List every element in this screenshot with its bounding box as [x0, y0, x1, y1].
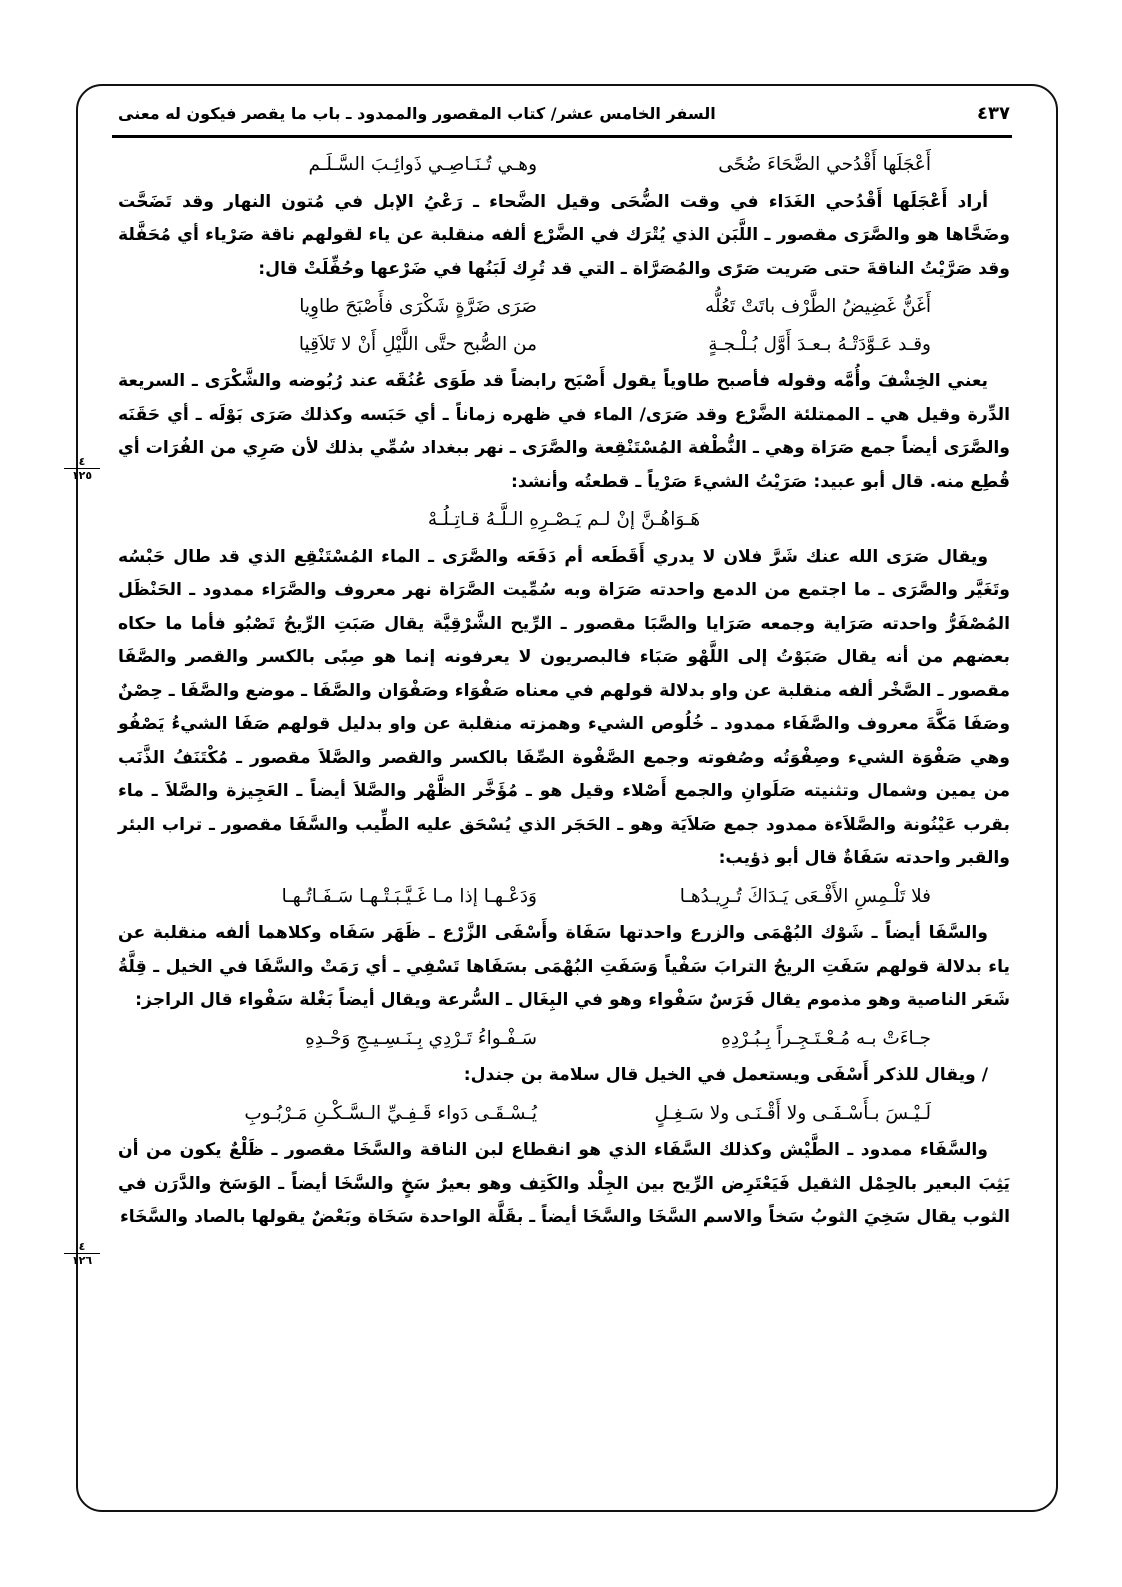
verse-hemistich: فلا تَلْـمِسِ الأَفْـعَى يَـدَاكَ تُـرِيـدُهـا [679, 885, 931, 907]
header-title: السفر الخامس عشر/ كتاب المقصور والممدود ـ باب ما يقصر فيكون له معنى [118, 103, 716, 123]
page-number: ٤٣٧ [977, 102, 1010, 124]
verse-line [118, 1097, 1010, 1131]
folio-numerator: ٤ [64, 1240, 100, 1254]
verse-hemistich: سَـفْـواءُ تَـرْدِي بِـنَـسِـيـجِ وَحْـدِهِ [305, 1027, 537, 1049]
paragraph: أراد أَعْجَلَها أَقْدُحي الغَدَاء في وقت الضُّحَى وقيل الضَّحاء ـ رَعْيُ الإبل في مُتون النهار وقد تَضَحَّت وضَحَّاها هو والصَّرَى مقصور ـ اللَّبَن الذي يُتْرَك في الضَّرْع ألفه منقلبة عن ياء لقولهم ناقة صَرْياء أي مُحَفَّلة وقد صَرَّيْتُ الناقةَ حتى صَريت صَرًى والمُصَرَّاة ـ التي قد تُرِك لَبَنُها في ضَرْعها وحُفِّلَتْ قال: [118, 191, 1010, 279]
header-rule [112, 135, 1012, 138]
paragraph: يعني الخِشْفَ وأُمَّه وقوله فأصبح طاوياً يقول أَصْبَح رابضاً قد طَوَى عُنُقَه عند رُبُوضه والشَّكْرَى ـ السريعة الدِّرة وقيل هي ـ الممتلئة الضَّرْع وقد صَرَى/ الماء في ظهره زماناً ـ أي حَبَسه وكذلك صَرَى بَوْلَه ـ أي حَقَنَه والصَّرَى أيضاً جمع صَرَاة وهي ـ النُّطْفة المُسْتَنْقِعة والصَّرَى ـ نهر ببغداد سُمِّي بذلك لأن صَرِي من الفُرَات أي قُطِع منه. قال أبو عبيد: صَرَيْتُ الشيءَ صَرْياً ـ قطعتُه وأنشد: [118, 371, 1010, 492]
running-header [118, 96, 1010, 130]
verse-hemistich: من الصُّبح حتَّى اللَّيْلِ أَنْ لا تَلاَقِيا [298, 333, 537, 355]
folio-denominator: ١٢٦ [71, 1254, 93, 1267]
folio-numerator: ٤ [64, 455, 100, 469]
paragraph: ويقال صَرَى الله عنك شَرَّ فلان لا يدري أَقَطَعه أم دَفَعَه والصَّرَى ـ الماء المُسْتَنْقِع الذي قد طال حَبْسُه وتَغَيَّر والصَّرَى ـ ما اجتمع من الدمع واحدته صَرَاة وبه سُمِّيت الصَّرَاة نهر معروف والصَّرَاء ممدود ـ الحَنْظَل المُصْفَرُّ واحدته صَرَاية وجمعه صَرَايا والصَّبَا مقصور ـ الرِّيح الشَّرْقِيَّة يقال صَبَتِ الرِّيحُ تَصْبُو فأما ما حكاه بعضهم من أنه يقال صَبَوْتُ إلى اللَّهْو صَبَاء فالبصريون لا يعرفونه إنما هو صِبًى بالكسر والقصر والصَّفَا مقصور ـ الصَّخْر ألفه منقلبة عن واو بدلالة قولهم في معناه صَفْوَاء وصَفْوَان والصَّفَا ـ موضع والصَّفَا ـ حِصْنٌ وصَفَا مَكَّةَ معروف والصَّفَاء ممدود ـ خُلُوص الشيء وهمزته منقلبة عن واو بدليل قولهم صَفَا الشيءُ يَصْفُو وهي صَفْوَة الشيء وصِفْوَتُه وصُفوته وجمع الصَّفْوة الصِّفَا بالكسر والقصر والصَّلاَ مقصور ـ مُكْتَنَفُ الذَّنَب من يمين وشمال وتثنيته صَلَوانِ والجمع أَصْلاء وقيل هو ـ مُؤَخَّر الظَّهْر والصَّلاَ أيضاً ـ العَجِيزة والصَّلاَ ـ ماء بقرب عَيْنُونة والصَّلاَءة ممدود جمع صَلاَيَة وهو ـ الحَجَر الذي يُسْحَق عليه الطِّيب والسَّفَا مقصور ـ تراب البئر والقبر واحدته سَفَاةٌ قال أبو ذؤيب: [118, 546, 1010, 868]
verse-hemistich: وَدَعْـهـا إذا مـا غَـيَّـبَـتْـهـا سَـفَـاتُـهـا [281, 885, 537, 907]
verse-hemistich: صَرَى ضَرَّةٍ شَكْرَى فأَصْبَحَ طاوِيا [299, 296, 537, 317]
verse-hemistich: وقـد عَـوَّدَتْـهُ بـعـدَ أَوَّل بُـلْـجـةٍ [708, 333, 931, 355]
page-body [118, 144, 1010, 1501]
verse-line [118, 148, 1010, 182]
verse-line [118, 1022, 1010, 1056]
paragraph: والسَّفَا أيضاً ـ شَوْك البُهْمَى والزرع واحدتها سَفَاة وأَسْفَى الزَّرْع ـ ظَهَر سَفَاه وكلاهما ألفه منقلبة عن ياء بدلالة قولهم سَفَتِ الريحُ الترابَ سَفْياً وَسَفَتِ البُهْمَى بسَفَاها تَسْفِي ـ أي رَمَتْ والسَّفَا في الخيل ـ قِلَّةُ شَعَر الناصية وهو مذموم يقال فَرَسٌ سَفْواء وهو في البِغَال ـ السُّرعة ويقال أيضاً بَغْلة سَفْواء قال الراجز: [118, 923, 1010, 1010]
verse-hemistich: يُـسْـقَـى دَواء قَـفِـيِّ الـسَّـكْـنِ مَـرْبُـوبِ [244, 1102, 537, 1124]
verse-hemistich: أَعْجَلَها أَقْدُحي الضَّحَاءَ ضُحًى [718, 154, 931, 175]
verse-line [118, 328, 1010, 362]
verse-line [118, 880, 1010, 914]
paragraph: / ويقال للذكر أَسْفَى ويستعمل في الخيل قال سلامة بن جندل: [463, 1065, 988, 1085]
folio-mark [64, 1240, 100, 1267]
verse-line [118, 503, 1010, 537]
verse-hemistich: أَغَنُّ غَضِيضُ الطَّرْف باتَتْ تَعُلُّه [705, 296, 931, 317]
folio-denominator: ١٢٥ [71, 469, 93, 482]
paragraph: والسَّفَاء ممدود ـ الطَّيْش وكذلك السَّفَاء الذي هو انقطاع لبن الناقة والسَّخَا مقصور ـ ظَلْعٌ يكون من أن يَثِبَ البعير بالحِمْل الثقيل فَيَعْتَرِض الرِّيح بين الجِلْد والكَتِف وهو بعيرٌ سَخٍ والسَّخَا أيضاً ـ الوَسَخ والدَّرَن في الثوب يقال سَخِيَ الثوبُ سَخاً والاسم السَّخَا والسَّخَا أيضاً ـ بقَلَّة الواحدة سَخَاة وبَعْضٌ يقولها بالصاد والسَّخَاء [118, 1140, 1010, 1227]
verse-hemistich: لَـيْـسَ بـأَسْـفَـى ولا أَقْـنَـى ولا سَـغِـلٍ [654, 1102, 931, 1124]
verse-line [118, 290, 1010, 324]
folio-mark [64, 455, 100, 482]
verse-hemistich: هَـوَاهُـنَّ إنْ لـم يَـصْـرِهِ الـلَّـهُ قـاتِـلُـهْ [427, 509, 701, 530]
verse-hemistich: جـاءَتْ بـه مُـعْـتَـجِـراً بِـبُـرْدِهِ [721, 1027, 931, 1049]
verse-hemistich: وهـي تُـنَـاصِـي ذَوائِـبَ السَّـلَـم [308, 154, 537, 175]
